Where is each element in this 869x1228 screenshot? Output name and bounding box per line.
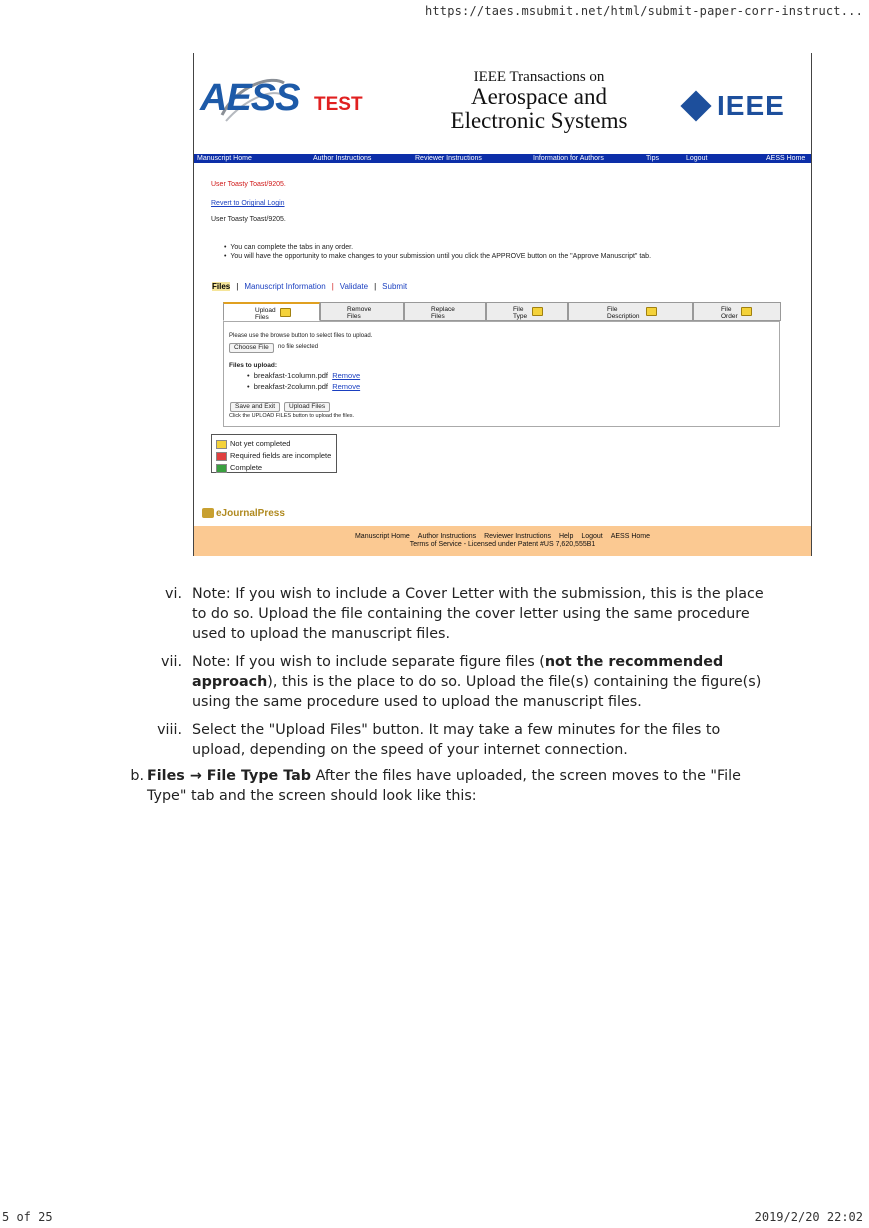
- save-and-exit-button[interactable]: Save and Exit: [230, 402, 280, 412]
- browse-instruction: Please use the browse button to select files to upload.: [229, 333, 373, 339]
- footer-link[interactable]: Logout: [581, 533, 603, 540]
- tab-label: Remove Files: [347, 306, 372, 320]
- book-icon: [202, 508, 214, 518]
- journal-title-line3: Electronic Systems: [450, 108, 628, 133]
- tab-label: File Description: [607, 306, 640, 320]
- footer-link[interactable]: Reviewer Instructions: [484, 533, 552, 540]
- upload-instruction: Click the UPLOAD FILES button to upload the files.: [229, 413, 355, 419]
- bullet-item: • You can complete the tabs in any order.: [224, 244, 354, 251]
- list-text: Note: If you wish to include a Cover Letter with the submission, this is the place to do so. Upload the file containing the cover letter using the same procedure used to upload the manuscript files.: [192, 586, 764, 642]
- not-completed-icon: [646, 307, 657, 316]
- nav-tips[interactable]: Tips: [646, 155, 659, 162]
- warning-pencil-icon: [216, 452, 227, 461]
- list-text: Note: If you wish to include separate figure files (not the recommended approach), this is the place to do so. Upload the file(s) containing the figure(s) using the same procedure used to upload the manuscript files.: [192, 654, 762, 710]
- user-line: User Toasty Toast/9205.: [211, 216, 286, 223]
- print-datetime: 2019/2/20 22:02: [754, 1210, 863, 1224]
- ieee-diamond-icon: [680, 90, 711, 121]
- tab-upload-files[interactable]: [223, 302, 320, 321]
- print-url: https://taes.msubmit.net/html/submit-paper-corr-instruct...: [424, 4, 863, 18]
- file-name: breakfast-1column.pdf: [253, 371, 329, 380]
- journal-title-line1: IEEE Transactions on: [473, 69, 605, 85]
- step-files[interactable]: Files: [212, 282, 231, 291]
- embedded-screenshot: [193, 53, 812, 556]
- list-number: vi.: [165, 586, 182, 602]
- not-completed-icon: [741, 307, 752, 316]
- bullet-text: You will have the opportunity to make changes to your submission until you click the APPROVE button on the "Approve Manuscript" tab.: [230, 253, 652, 260]
- nav-aess-home[interactable]: AESS Home: [766, 155, 806, 162]
- bullet-text: You can complete the tabs in any order.: [230, 244, 354, 251]
- upload-files-button[interactable]: Upload Files: [284, 402, 330, 412]
- remove-file-link[interactable]: Remove: [332, 371, 361, 380]
- nav-manuscript-home[interactable]: Manuscript Home: [197, 155, 252, 162]
- footer-link[interactable]: Help: [558, 533, 574, 540]
- tab-label: Upload Files: [255, 307, 276, 321]
- footer-link[interactable]: Author Instructions: [417, 533, 477, 540]
- footer-terms: Terms of Service - Licensed under Patent #US 7,620,555B1: [409, 541, 596, 548]
- tab-label: File Order: [721, 306, 738, 320]
- step-validate[interactable]: Validate: [339, 282, 369, 291]
- emphasis: not the recommended approach: [192, 654, 724, 690]
- nav-author-instructions[interactable]: Author Instructions: [313, 155, 372, 162]
- legend-not-completed: Not yet completed: [216, 439, 290, 449]
- ieee-logo: [685, 90, 785, 122]
- nav-information-for-authors[interactable]: Information for Authors: [533, 155, 604, 162]
- ieee-logo-text: IEEE: [717, 90, 785, 121]
- footer-link[interactable]: AESS Home: [610, 533, 651, 540]
- check-icon: [216, 464, 227, 473]
- file-name: breakfast-2column.pdf: [253, 382, 329, 391]
- nav-logout[interactable]: Logout: [686, 155, 708, 162]
- not-completed-icon: [280, 308, 291, 317]
- choose-file-button[interactable]: Choose File: [229, 343, 274, 353]
- bullet-item: • You will have the opportunity to make changes to your submission until you click the APPROVE button on the "Approve Manuscript" tab.: [224, 253, 652, 260]
- file-list-item: • breakfast-1column.pdf Remove: [247, 371, 361, 380]
- file-tabs: [223, 302, 781, 322]
- list-number: vii.: [161, 654, 182, 670]
- remove-file-link[interactable]: Remove: [332, 382, 361, 391]
- tab-file-order[interactable]: [693, 302, 781, 321]
- journal-title-line2: Aerospace and: [470, 84, 607, 109]
- no-file-selected: no file selected: [278, 344, 319, 350]
- aess-logo: AESS: [200, 77, 300, 119]
- footer-bar: [194, 526, 811, 556]
- not-completed-icon: [532, 307, 543, 316]
- pencil-icon: [216, 440, 227, 449]
- section-heading: Files → File Type Tab: [147, 768, 312, 784]
- ejournalpress-logo: eJournalPress: [202, 508, 285, 519]
- tab-label: File Type: [513, 306, 528, 320]
- tab-label: Replace Files: [431, 306, 455, 320]
- tab-file-description[interactable]: [568, 302, 693, 321]
- list-number: b.: [130, 768, 144, 784]
- journal-title: [430, 69, 648, 133]
- legend-required-incomplete: Required fields are incomplete: [216, 451, 331, 461]
- list-text: Files → File Type Tab After the files have uploaded, the screen moves to the "File Type" tab and the screen should look like this:: [147, 768, 741, 804]
- print-page-number: 5 of 25: [2, 1210, 53, 1224]
- step-submit[interactable]: Submit: [382, 282, 408, 291]
- file-list-item: • breakfast-2column.pdf Remove: [247, 382, 361, 391]
- tab-file-type[interactable]: [486, 302, 568, 321]
- submission-steps-nav: Files | Manuscript Information | Validate | Submit: [212, 282, 408, 291]
- list-number: viii.: [157, 722, 182, 738]
- site-banner: [194, 53, 811, 153]
- user-line-red: User Toasty Toast/9205.: [211, 181, 286, 188]
- test-label: TEST: [314, 94, 363, 115]
- nav-reviewer-instructions[interactable]: Reviewer Instructions: [415, 155, 482, 162]
- files-to-upload-label: Files to upload:: [229, 362, 278, 369]
- legend-complete: Complete: [216, 463, 262, 473]
- status-legend: [211, 434, 337, 473]
- step-manuscript-information[interactable]: Manuscript Information: [244, 282, 326, 291]
- footer-link[interactable]: Manuscript Home: [354, 533, 410, 540]
- tab-replace-files[interactable]: [404, 302, 486, 321]
- footer-links: [194, 533, 811, 540]
- list-text: Select the "Upload Files" button. It may take a few minutes for the files to upload, depending on the speed of your internet connection.: [192, 722, 721, 758]
- upload-panel: [223, 321, 780, 427]
- revert-login-link[interactable]: Revert to Original Login: [211, 200, 285, 207]
- top-navigation: [194, 154, 811, 163]
- tab-remove-files[interactable]: [320, 302, 404, 321]
